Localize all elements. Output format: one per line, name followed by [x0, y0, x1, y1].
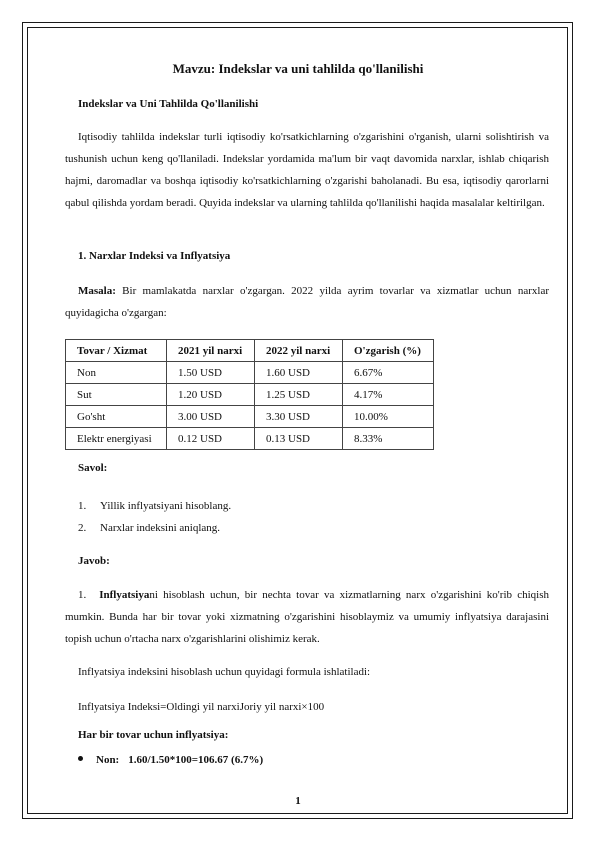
answer-text: ni hisoblash uchun, bir nechta tovar va xizmatlarning narx o'zgarishini ko'rib chiqish mumkin. Bunda har bir tovar yoki xizmatning o'zgarishini hisoblaymiz va umumiy inflyatsiya darajasini topish uchun o'rtacha narx o'zgarishlarini olishimiz kerak.	[65, 589, 549, 645]
table-cell: 8.33%	[343, 428, 434, 450]
formula-intro: Inflyatsiya indeksini hisoblash uchun quyidagi formula ishlatiladi:	[78, 666, 371, 678]
table-cell: 6.67%	[343, 362, 434, 384]
table-cell: 1.60 USD	[255, 362, 343, 384]
table-cell: 1.25 USD	[255, 384, 343, 406]
table-cell: 0.13 USD	[255, 428, 343, 450]
question-text: Narxlar indeksini aniqlang.	[100, 522, 221, 534]
table-header-cell: Tovar / Xizmat	[66, 340, 167, 362]
price-table	[65, 339, 434, 450]
table-cell: 3.30 USD	[255, 406, 343, 428]
document-subtitle: Indekslar va Uni Tahlilda Qo'llanilishi	[78, 98, 259, 110]
bullet-item	[78, 754, 263, 766]
intro-paragraph: Iqtisodiy tahlilda indekslar turli iqtisodiy ko'rsatkichlarning o'zgarishini o'rganish, ularni solishtirish va tushunish uchun keng qo'llaniladi. Indekslar yordamida ma'lum bir vaqt davomida narxlar, ishlab chiqarish hajmi, daromadlar va boshqa iqtisodiy ko'rsatkichlarning o'zgarishi baholanadi. Bu esa, iqtisodiy qarorlarni qabul qilishda yordam beradi. Quyida indekslar va ularning tahlilda qo'llanilishi haqida masalalar keltirilgan.	[65, 131, 549, 209]
bullet-label: Non:	[96, 754, 120, 766]
table-header-cell: 2022 yil narxi	[255, 340, 343, 362]
question-heading: Savol:	[78, 462, 108, 474]
table-cell: Elektr energiyasi	[66, 428, 167, 450]
document-title: Mavzu: Indekslar va uni tahlilda qo'llanilishi	[172, 61, 424, 76]
table-cell: Sut	[66, 384, 167, 406]
bullet-value: 1.60/1.50*100=106.67 (6.7%)	[128, 754, 264, 766]
table-cell: 1.20 USD	[167, 384, 255, 406]
answer-number: 1.	[78, 589, 87, 601]
problem-text: Bir mamlakatda narxlar o'zgargan. 2022 yilda ayrim tovarlar va xizmatlar uchun narxlar quyidagicha o'zgargan:	[65, 285, 549, 319]
table-cell: 10.00%	[343, 406, 434, 428]
table-row	[66, 362, 434, 384]
section-heading-1: 1. Narxlar Indeksi va Inflyatsiya	[78, 250, 231, 262]
table-cell: 3.00 USD	[167, 406, 255, 428]
question-number: 1.	[78, 500, 87, 512]
table-cell: 0.12 USD	[167, 428, 255, 450]
table-cell: Non	[66, 362, 167, 384]
answer-paragraph	[65, 584, 549, 650]
table-header-cell: O'zgarish (%)	[343, 340, 434, 362]
answer-keyword: Inflyatsiya	[99, 589, 150, 601]
table-row	[66, 428, 434, 450]
page-number: 1	[295, 795, 301, 807]
table-cell: Go'sht	[66, 406, 167, 428]
table-cell: 4.17%	[343, 384, 434, 406]
table-row	[66, 384, 434, 406]
problem-paragraph	[65, 280, 549, 324]
question-text: Yillik inflyatsiyani hisoblang.	[100, 500, 232, 512]
question-number: 2.	[78, 522, 87, 534]
bullet-dot-icon	[78, 756, 83, 761]
table-row	[66, 406, 434, 428]
per-item-heading: Har bir tovar uchun inflyatsiya:	[78, 729, 229, 741]
problem-label: Masala:	[78, 285, 116, 297]
table-header-row	[66, 340, 434, 362]
answer-heading: Javob:	[78, 555, 110, 567]
table-header-cell: 2021 yil narxi	[167, 340, 255, 362]
formula-line: Inflyatsiya Indeksi=Oldingi yil narxiJoriy yil narxi×100	[78, 701, 325, 713]
table-cell: 1.50 USD	[167, 362, 255, 384]
